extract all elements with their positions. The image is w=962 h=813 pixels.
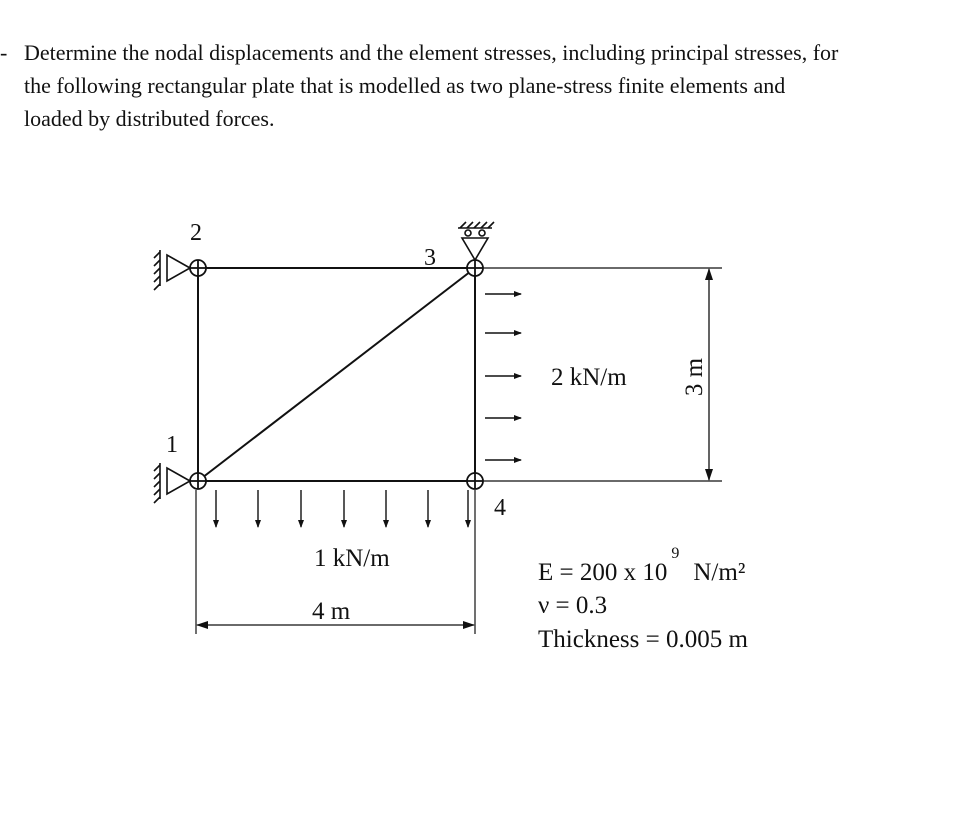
roller-support-node-3 bbox=[458, 222, 494, 260]
problem-line-2: the following rectangular plate that is modelled as two plane-stress finite elements and bbox=[24, 73, 786, 98]
problem-line-1: Determine the nodal displacements and the element stresses, including principal stresses, for bbox=[24, 40, 839, 65]
thickness-text: Thickness = 0.005 m bbox=[538, 626, 748, 653]
node-1-label: 1 bbox=[166, 432, 178, 458]
poisson-ratio-text: ν = 0.3 bbox=[538, 592, 608, 619]
plate-mesh bbox=[198, 268, 475, 481]
elastic-modulus-unit: N/m² bbox=[693, 559, 746, 586]
problem-line-3: loaded by distributed forces. bbox=[24, 106, 275, 131]
bottom-load-label: 1 kN/m bbox=[314, 545, 390, 572]
pin-support-node-1 bbox=[154, 463, 190, 503]
material-properties bbox=[538, 545, 748, 653]
element-diagonal bbox=[198, 268, 475, 481]
node-2-label: 2 bbox=[190, 220, 202, 246]
node-1-marker bbox=[190, 473, 206, 489]
node-4-label: 4 bbox=[494, 495, 506, 521]
elastic-modulus-exponent: 9 bbox=[671, 545, 680, 562]
width-dimension-label: 4 m bbox=[312, 598, 351, 625]
elastic-modulus-prefix: E = 200 x 10 bbox=[538, 559, 668, 586]
node-2-marker bbox=[190, 260, 206, 276]
height-dimension-label: 3 m bbox=[681, 357, 708, 397]
node-3-label: 3 bbox=[424, 245, 436, 271]
elastic-modulus-text bbox=[538, 545, 745, 586]
node-3-marker bbox=[467, 260, 483, 276]
pin-support-node-2 bbox=[154, 250, 190, 290]
right-load-arrows bbox=[485, 294, 521, 460]
bottom-load-arrows bbox=[216, 490, 468, 527]
node-4-marker bbox=[467, 473, 483, 489]
right-load-label: 2 kN/m bbox=[551, 364, 627, 391]
bullet-dash: - bbox=[0, 40, 8, 65]
